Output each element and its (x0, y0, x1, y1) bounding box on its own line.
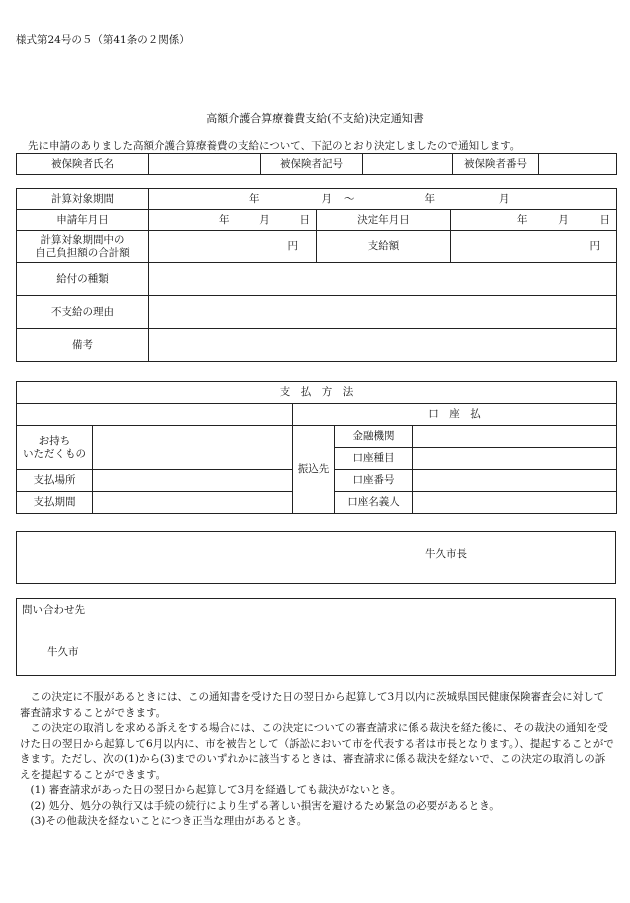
payment-left-blank (17, 404, 293, 426)
note-paragraph: この決定の取消しを求める訴えをする場合には、この決定についての審査請求に係る裁決を経た後に、その裁決の通知を受けた日の翌日から起算して6月以内に、市を被告として（訴訟において市を代表する者は市長となります。）、提起することができます。ただし、次の(1)から(3)までのいずれかに該当するときは、審査請求に係る裁決を経ないで、この決定の取消しの訴えを提起することができます。 (20, 722, 614, 781)
bring-items-field[interactable] (93, 426, 293, 470)
application-date-label: 申請年月日 (17, 210, 149, 231)
decision-date-label: 決定年月日 (317, 210, 451, 231)
decision-date-field[interactable] (451, 210, 617, 231)
dec-month: 月 (558, 213, 569, 226)
bank-label: 金融機関 (335, 426, 413, 448)
benefit-type-label: 給付の種類 (17, 263, 149, 296)
payment-yen: 円 (589, 240, 600, 252)
account-number-label: 口座番号 (335, 470, 413, 492)
insured-number-label: 被保険者番号 (453, 154, 539, 175)
mayor-name: 牛久市長 (425, 548, 467, 560)
application-date-field[interactable] (149, 210, 317, 231)
insured-symbol-label: 被保険者記号 (261, 154, 363, 175)
copay-total-label-line1: 計算対象期間中の (40, 233, 125, 246)
bring-label-line1: お持ち (38, 434, 71, 447)
note-paragraph: この決定に不服があるときには、この通知書を受けた日の翌日から起算して3月以内に茨城県国民健康保険審査会に対して審査請求することができます。 (20, 691, 605, 719)
period-tilde: ～ (344, 192, 355, 205)
period-start-year: 年 (249, 192, 260, 205)
intro-text: 先に申請のありました高額介護合算療養費の支給について、下記のとおり決定しましたので通知します。 (28, 140, 521, 152)
period-pay-field[interactable] (93, 492, 293, 514)
app-month: 月 (259, 213, 270, 226)
account-holder-field[interactable] (413, 492, 617, 514)
app-year: 年 (219, 213, 230, 226)
period-field[interactable] (149, 189, 617, 210)
copay-total-field[interactable] (149, 231, 317, 263)
bring-items-label (17, 426, 93, 470)
payment-table (16, 381, 617, 514)
account-type-label: 口座種目 (335, 448, 413, 470)
document-title: 高額介護合算療養費支給(不支給)決定通知書 (206, 112, 424, 125)
period-start-month: 月 (321, 192, 332, 205)
payment-method-header: 支 払 方 法 (17, 382, 617, 404)
place-label: 支払場所 (17, 470, 93, 492)
copay-total-label-line2: 自己負担額の合計額 (35, 246, 130, 259)
bank-field[interactable] (413, 426, 617, 448)
insured-symbol-field[interactable] (363, 154, 453, 175)
issuer-box (16, 531, 616, 584)
note-item: (3)その他裁決を経ないことにつき正当な理由があるとき。 (20, 815, 308, 827)
account-number-field[interactable] (413, 470, 617, 492)
nonpayment-reason-field[interactable] (149, 296, 617, 329)
place-field[interactable] (93, 470, 293, 492)
period-pay-label: 支払期間 (17, 492, 93, 514)
insured-table (16, 153, 617, 175)
insured-name-label: 被保険者氏名 (17, 154, 149, 175)
appeal-notes (20, 690, 614, 830)
account-holder-label: 口座名義人 (335, 492, 413, 514)
form-number: 様式第24号の５（第41条の２関係） (16, 34, 190, 46)
payment-amount-field[interactable] (451, 231, 617, 263)
contact-box (16, 598, 616, 676)
note-item: (2) 処分、処分の執行又は手続の続行により生ずる著しい損害を避けるため緊急の必要があるとき。 (20, 799, 500, 812)
dec-day: 日 (599, 213, 610, 226)
dec-year: 年 (517, 213, 528, 226)
copay-total-label (17, 231, 149, 263)
remarks-field[interactable] (149, 329, 617, 362)
contact-city: 牛久市 (47, 646, 79, 658)
bring-label-line2: いただくもの (23, 447, 86, 460)
copay-yen: 円 (287, 240, 298, 252)
account-type-field[interactable] (413, 448, 617, 470)
details-table (16, 188, 617, 362)
benefit-type-field[interactable] (149, 263, 617, 296)
transfer-label: 振込先 (293, 426, 335, 514)
note-item: (1) 審査請求があった日の翌日から起算して3月を経過しても裁決がないとき。 (20, 784, 402, 796)
remarks-label: 備考 (17, 329, 149, 362)
insured-name-field[interactable] (149, 154, 261, 175)
period-label: 計算対象期間 (17, 189, 149, 210)
account-payment-header: 口 座 払 (293, 404, 617, 426)
nonpayment-reason-label: 不支給の理由 (17, 296, 149, 329)
payment-amount-label: 支給額 (317, 231, 451, 263)
period-end-month: 月 (499, 192, 510, 205)
period-end-year: 年 (424, 192, 435, 205)
contact-label: 問い合わせ先 (22, 604, 85, 616)
app-day: 日 (299, 213, 310, 226)
insured-number-field[interactable] (539, 154, 617, 175)
